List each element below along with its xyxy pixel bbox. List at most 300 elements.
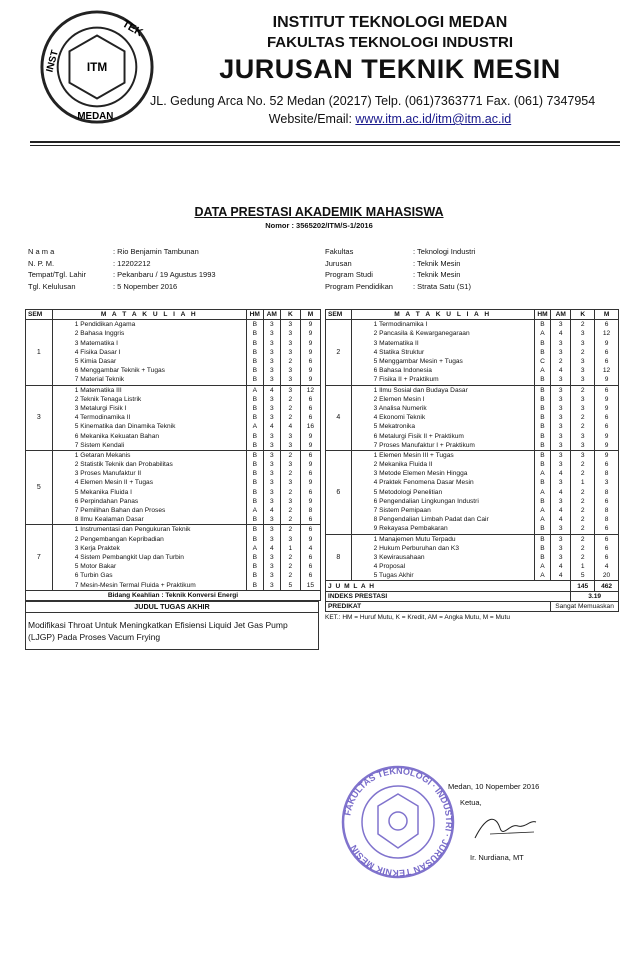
quality-point: 9 xyxy=(595,404,619,413)
grade-point: 3 xyxy=(551,524,571,534)
course-name: 6 Turbin Gas xyxy=(52,571,246,580)
grade-letter: B xyxy=(246,478,263,487)
table-row xyxy=(26,357,321,366)
grade-letter: B xyxy=(246,525,263,535)
course-name: 3 Kewirausahaan xyxy=(351,553,534,562)
grade-letter: B xyxy=(246,375,263,385)
info-row xyxy=(325,246,475,258)
quality-point: 6 xyxy=(595,524,619,534)
table-row xyxy=(326,478,619,487)
document-title: DATA PRESTASI AKADEMIK MAHASISWA xyxy=(194,205,444,219)
credit: 3 xyxy=(280,320,300,330)
svg-text:TEK: TEK xyxy=(120,17,145,40)
info-value: : Teknik Mesin xyxy=(413,258,461,268)
info-row xyxy=(28,281,216,293)
total-credit: 145 xyxy=(571,581,595,591)
credit: 2 xyxy=(571,534,595,544)
grade-letter: B xyxy=(534,339,550,348)
info-row xyxy=(28,258,216,270)
grade-letter: B xyxy=(246,339,263,348)
quality-point: 9 xyxy=(300,320,320,330)
grade-point: 3 xyxy=(263,515,280,525)
course-name: 1 Termodinamika I xyxy=(351,320,534,330)
quality-point: 6 xyxy=(300,515,320,525)
grade-letter: B xyxy=(246,366,263,375)
credit: 2 xyxy=(571,524,595,534)
quality-point: 6 xyxy=(595,320,619,330)
course-name: 1 Pendidikan Agama xyxy=(52,320,246,330)
table-row xyxy=(326,339,619,348)
table-row xyxy=(26,441,321,451)
website-link[interactable]: www.itm.ac.id/itm@itm.ac.id xyxy=(355,112,512,126)
grade-letter: B xyxy=(246,580,263,590)
grade-point: 3 xyxy=(551,478,571,487)
course-name: 3 Analisa Numerik xyxy=(351,404,534,413)
grade-letter: B xyxy=(246,441,263,451)
course-name: 3 Kerja Praktek xyxy=(52,544,246,553)
grade-point: 3 xyxy=(551,422,571,431)
grade-point: 4 xyxy=(263,506,280,515)
total-quality: 462 xyxy=(595,581,619,591)
table-row xyxy=(26,339,321,348)
table-row xyxy=(326,404,619,413)
credit: 5 xyxy=(280,580,300,590)
credit: 2 xyxy=(280,571,300,580)
grade-letter: B xyxy=(534,348,550,357)
grade-point: 3 xyxy=(263,431,280,440)
credit: 2 xyxy=(571,348,595,357)
credit: 2 xyxy=(571,385,595,395)
table-row xyxy=(326,366,619,375)
total-row xyxy=(326,581,619,591)
grade-letter: B xyxy=(246,562,263,571)
credit: 2 xyxy=(571,544,595,553)
course-name: 5 Mekanika Fluida I xyxy=(52,488,246,497)
grade-point: 3 xyxy=(551,431,571,440)
quality-point: 8 xyxy=(595,515,619,524)
header-k: K xyxy=(280,310,300,320)
grade-letter: B xyxy=(246,488,263,497)
credit: 1 xyxy=(571,478,595,487)
grade-point: 3 xyxy=(551,497,571,506)
institute-logo-icon xyxy=(38,8,156,126)
grade-point: 4 xyxy=(551,515,571,524)
grade-point: 3 xyxy=(551,348,571,357)
grade-point: 3 xyxy=(263,535,280,544)
grade-letter: B xyxy=(246,497,263,506)
grade-point: 3 xyxy=(551,339,571,348)
course-name: 3 Matematika II xyxy=(351,339,534,348)
grade-letter: A xyxy=(534,366,550,375)
sign-role: Ketua, xyxy=(460,798,482,807)
quality-point: 20 xyxy=(595,571,619,581)
quality-point: 6 xyxy=(595,460,619,469)
gpa-row xyxy=(326,591,619,601)
course-name: 6 Pengendalian Lingkungan Industri xyxy=(351,497,534,506)
letterhead xyxy=(30,0,620,140)
table-row xyxy=(326,506,619,515)
grades-table-right xyxy=(325,309,619,612)
quality-point: 6 xyxy=(300,404,320,413)
grade-point: 3 xyxy=(263,580,280,590)
credit: 3 xyxy=(280,478,300,487)
grade-letter: B xyxy=(246,357,263,366)
header-sem: SEM xyxy=(326,310,352,320)
credit: 2 xyxy=(280,525,300,535)
quality-point: 9 xyxy=(300,348,320,357)
course-name: 1 Matematika III xyxy=(52,385,246,395)
credit: 2 xyxy=(571,320,595,330)
quality-point: 9 xyxy=(595,450,619,460)
info-label: N. P. M. xyxy=(28,258,55,268)
grade-letter: A xyxy=(246,422,263,431)
quality-point: 12 xyxy=(595,329,619,338)
quality-point: 8 xyxy=(595,506,619,515)
credit: 3 xyxy=(571,375,595,385)
table-row xyxy=(326,441,619,451)
quality-point: 6 xyxy=(300,562,320,571)
table-row xyxy=(26,320,321,330)
table-row xyxy=(326,413,619,422)
table-row xyxy=(26,506,321,515)
grade-point: 4 xyxy=(551,562,571,571)
table-row xyxy=(26,385,321,395)
info-value: : 5 Nopember 2016 xyxy=(113,281,178,291)
semester-cell: 1 xyxy=(26,320,53,385)
credit: 3 xyxy=(571,357,595,366)
grade-point: 4 xyxy=(551,488,571,497)
grade-letter: A xyxy=(534,562,550,571)
grade-letter: B xyxy=(534,395,550,404)
quality-point: 12 xyxy=(300,385,320,395)
grade-letter: A xyxy=(534,515,550,524)
course-name: 1 Ilmu Sosial dan Budaya Dasar xyxy=(351,385,534,395)
credit: 2 xyxy=(280,450,300,460)
table-row xyxy=(26,460,321,469)
course-name: 4 Fisika Dasar I xyxy=(52,348,246,357)
header-matakuliah: M A T A K U L I A H xyxy=(351,310,534,320)
credit: 2 xyxy=(571,460,595,469)
quality-point: 15 xyxy=(300,580,320,590)
info-row xyxy=(325,281,475,293)
grade-point: 3 xyxy=(551,413,571,422)
quality-point: 6 xyxy=(595,534,619,544)
course-name: 7 Fisika II + Praktikum xyxy=(351,375,534,385)
table-header-row xyxy=(326,310,619,320)
quality-point: 9 xyxy=(300,478,320,487)
legend-note: KET.: HM = Huruf Mutu, K = Kredit, AM = Angka Mutu, M = Mutu xyxy=(325,614,510,621)
course-name: 2 Mekanika Fluida II xyxy=(351,460,534,469)
grade-point: 3 xyxy=(263,404,280,413)
grade-letter: B xyxy=(534,450,550,460)
grade-letter: B xyxy=(534,320,550,330)
predicate-value: Sangat Memuaskan xyxy=(551,601,619,611)
credit: 2 xyxy=(571,515,595,524)
specialization: Bidang Keahlian : Teknik Konversi Energi xyxy=(26,590,321,600)
grade-point: 4 xyxy=(551,366,571,375)
credit: 2 xyxy=(280,404,300,413)
table-row xyxy=(326,395,619,404)
credit: 2 xyxy=(571,506,595,515)
course-name: 3 Metode Elemen Mesin Hingga xyxy=(351,469,534,478)
credit: 3 xyxy=(571,431,595,440)
table-row xyxy=(26,562,321,571)
credit: 2 xyxy=(280,515,300,525)
quality-point: 6 xyxy=(595,385,619,395)
credit: 1 xyxy=(280,544,300,553)
quality-point: 9 xyxy=(300,535,320,544)
address: JL. Gedung Arca No. 52 Medan (20217) Telp. (061)7363771 Fax. (061) 7347954 xyxy=(150,94,596,108)
predicate-row xyxy=(326,601,619,611)
credit: 2 xyxy=(280,553,300,562)
grade-letter: B xyxy=(534,441,550,451)
course-name: 1 Manajemen Mutu Terpadu xyxy=(351,534,534,544)
document-number: Nomor : 3565202/ITM/S-1/2016 xyxy=(265,221,373,230)
course-name: 4 Statika Struktur xyxy=(351,348,534,357)
info-value: : Rio Benjamin Tambunan xyxy=(113,247,199,256)
grade-letter: B xyxy=(534,478,550,487)
course-name: 7 Pemilihan Bahan dan Proses xyxy=(52,506,246,515)
course-name: 7 Material Teknik xyxy=(52,375,246,385)
grade-point: 3 xyxy=(263,413,280,422)
info-label: Tempat/Tgl. Lahir xyxy=(28,270,86,279)
table-row xyxy=(26,329,321,338)
thesis-title-text: Modifikasi Throat Untuk Meningkatkan Efisiensi Liquid Jet Gas Pump (LJGP) Pada Proses Vacum Frying xyxy=(25,613,319,650)
grade-point: 3 xyxy=(263,320,280,330)
quality-point: 6 xyxy=(300,553,320,562)
quality-point: 3 xyxy=(595,478,619,487)
table-row xyxy=(326,562,619,571)
header-m: M xyxy=(300,310,320,320)
grade-point: 3 xyxy=(551,320,571,330)
grade-point: 3 xyxy=(263,329,280,338)
table-row xyxy=(26,544,321,553)
grade-point: 3 xyxy=(551,544,571,553)
course-name: 2 Pancasila & Kewarganegaraan xyxy=(351,329,534,338)
student-info-right xyxy=(325,246,475,292)
grade-point: 3 xyxy=(551,553,571,562)
quality-point: 12 xyxy=(595,366,619,375)
quality-point: 6 xyxy=(300,525,320,535)
grade-point: 3 xyxy=(263,460,280,469)
quality-point: 9 xyxy=(300,366,320,375)
semester-cell: 3 xyxy=(26,385,53,450)
grade-letter: C xyxy=(534,357,550,366)
grade-letter: A xyxy=(246,506,263,515)
table-row xyxy=(326,497,619,506)
specialization-row xyxy=(26,590,321,600)
grade-letter: A xyxy=(534,469,550,478)
info-label: Tgl. Kelulusan xyxy=(28,281,76,291)
credit: 2 xyxy=(571,413,595,422)
svg-text:ITM: ITM xyxy=(86,59,108,74)
course-name: 2 Hukum Perburuhan dan K3 xyxy=(351,544,534,553)
table-row xyxy=(326,320,619,330)
info-label: Program Studi xyxy=(325,270,373,279)
info-value: : Strata Satu (S1) xyxy=(413,281,471,291)
table-row xyxy=(26,395,321,404)
credit: 3 xyxy=(280,431,300,440)
header-k: K xyxy=(571,310,595,320)
official-stamp-icon xyxy=(338,762,458,882)
course-name: 5 Kinematika dan Dinamika Teknik xyxy=(52,422,246,431)
grade-letter: B xyxy=(534,404,550,413)
course-name: 8 Ilmu Kealaman Dasar xyxy=(52,515,246,525)
table-header-row xyxy=(26,310,321,320)
semester-cell: 5 xyxy=(26,450,53,525)
credit: 2 xyxy=(571,422,595,431)
quality-point: 6 xyxy=(595,553,619,562)
table-row xyxy=(326,515,619,524)
quality-point: 16 xyxy=(300,422,320,431)
svg-text:MEDAN: MEDAN xyxy=(77,111,114,123)
grade-letter: B xyxy=(246,329,263,338)
info-value: : Pekanbaru / 19 Agustus 1993 xyxy=(113,270,216,279)
grade-letter: B xyxy=(534,553,550,562)
quality-point: 6 xyxy=(300,469,320,478)
grade-letter: A xyxy=(246,385,263,395)
table-row xyxy=(326,544,619,553)
table-row xyxy=(26,422,321,431)
credit: 3 xyxy=(280,460,300,469)
credit: 3 xyxy=(571,441,595,451)
quality-point: 8 xyxy=(595,488,619,497)
credit: 3 xyxy=(280,441,300,451)
table-row xyxy=(26,366,321,375)
svg-text:INST: INST xyxy=(44,49,61,74)
grade-letter: A xyxy=(534,506,550,515)
quality-point: 8 xyxy=(595,469,619,478)
table-row xyxy=(326,534,619,544)
course-name: 9 Rekayasa Pembakaran xyxy=(351,524,534,534)
credit: 3 xyxy=(280,497,300,506)
course-name: 2 Statistik Teknik dan Probabilitas xyxy=(52,460,246,469)
info-label: Jurusan xyxy=(325,258,352,268)
grade-point: 3 xyxy=(551,385,571,395)
credit: 3 xyxy=(280,329,300,338)
table-row xyxy=(26,497,321,506)
grade-point: 3 xyxy=(263,375,280,385)
table-row xyxy=(326,571,619,581)
credit: 3 xyxy=(571,366,595,375)
info-value: : 12202212 xyxy=(113,258,151,268)
grade-point: 4 xyxy=(263,544,280,553)
gpa-label: INDEKS PRESTASI xyxy=(326,591,571,601)
quality-point: 9 xyxy=(300,329,320,338)
course-name: 6 Menggambar Teknik + Tugas xyxy=(52,366,246,375)
course-name: 7 Proses Manufaktur I + Praktikum xyxy=(351,441,534,451)
info-row xyxy=(28,269,216,281)
credit: 3 xyxy=(280,339,300,348)
course-name: 3 Metalurgi Fisik I xyxy=(52,404,246,413)
credit: 3 xyxy=(571,339,595,348)
info-label: Program Pendidikan xyxy=(325,281,393,291)
grade-letter: A xyxy=(246,544,263,553)
grade-point: 3 xyxy=(263,366,280,375)
table-row xyxy=(326,385,619,395)
quality-point: 8 xyxy=(300,506,320,515)
grade-point: 3 xyxy=(551,450,571,460)
quality-point: 9 xyxy=(595,431,619,440)
course-name: 6 Bahasa Indonesia xyxy=(351,366,534,375)
table-row xyxy=(326,329,619,338)
grade-letter: B xyxy=(534,422,550,431)
table-row xyxy=(26,553,321,562)
grade-point: 3 xyxy=(263,562,280,571)
grade-letter: A xyxy=(534,571,550,581)
table-row xyxy=(326,450,619,460)
course-name: 4 Praktek Fenomena Dasar Mesin xyxy=(351,478,534,487)
quality-point: 9 xyxy=(300,441,320,451)
sign-name: Ir. Nurdiana, MT xyxy=(470,853,524,862)
grade-point: 3 xyxy=(551,441,571,451)
header-am: AM xyxy=(263,310,280,320)
institute-name: INSTITUT TEKNOLOGI MEDAN xyxy=(272,14,508,31)
grade-point: 3 xyxy=(551,534,571,544)
course-name: 2 Bahasa Inggris xyxy=(52,329,246,338)
credit: 3 xyxy=(280,375,300,385)
website-line: Website/Email: www.itm.ac.id/itm@itm.ac.id xyxy=(268,112,512,126)
table-row xyxy=(26,515,321,525)
quality-point: 6 xyxy=(300,571,320,580)
credit: 2 xyxy=(280,469,300,478)
table-row xyxy=(326,488,619,497)
quality-point: 6 xyxy=(595,544,619,553)
quality-point: 9 xyxy=(300,460,320,469)
grade-point: 4 xyxy=(263,385,280,395)
semester-cell: 7 xyxy=(26,525,53,590)
quality-point: 6 xyxy=(595,357,619,366)
table-row xyxy=(26,580,321,590)
grade-point: 3 xyxy=(263,395,280,404)
grade-letter: B xyxy=(246,404,263,413)
grade-letter: B xyxy=(534,460,550,469)
grade-letter: B xyxy=(534,534,550,544)
credit: 2 xyxy=(280,395,300,404)
grade-point: 3 xyxy=(551,395,571,404)
credit: 5 xyxy=(571,571,595,581)
quality-point: 6 xyxy=(300,413,320,422)
semester-cell: 6 xyxy=(326,450,352,534)
faculty-name: FAKULTAS TEKNOLOGI INDUSTRI xyxy=(266,34,514,51)
student-info-left xyxy=(28,246,216,292)
quality-point: 9 xyxy=(595,395,619,404)
course-name: 8 Pengendalian Limbah Padat dan Cair xyxy=(351,515,534,524)
quality-point: 6 xyxy=(300,395,320,404)
course-name: 2 Elemen Mesin I xyxy=(351,395,534,404)
table-row xyxy=(26,431,321,440)
grade-letter: B xyxy=(534,497,550,506)
gpa-value: 3.19 xyxy=(571,591,619,601)
grade-point: 3 xyxy=(263,339,280,348)
grade-letter: B xyxy=(246,348,263,357)
credit: 3 xyxy=(280,385,300,395)
grade-point: 3 xyxy=(263,348,280,357)
grade-point: 3 xyxy=(263,478,280,487)
table-row xyxy=(326,375,619,385)
course-name: 6 Mekanika Kekuatan Bahan xyxy=(52,431,246,440)
quality-point: 6 xyxy=(300,488,320,497)
department-name: JURUSAN TEKNIK MESIN xyxy=(219,54,561,84)
grade-letter: B xyxy=(246,469,263,478)
grade-letter: B xyxy=(534,524,550,534)
course-name: 1 Getaran Mekanis xyxy=(52,450,246,460)
grade-point: 3 xyxy=(263,488,280,497)
credit: 3 xyxy=(571,450,595,460)
grade-letter: B xyxy=(246,553,263,562)
table-row xyxy=(26,488,321,497)
grade-point: 3 xyxy=(551,460,571,469)
